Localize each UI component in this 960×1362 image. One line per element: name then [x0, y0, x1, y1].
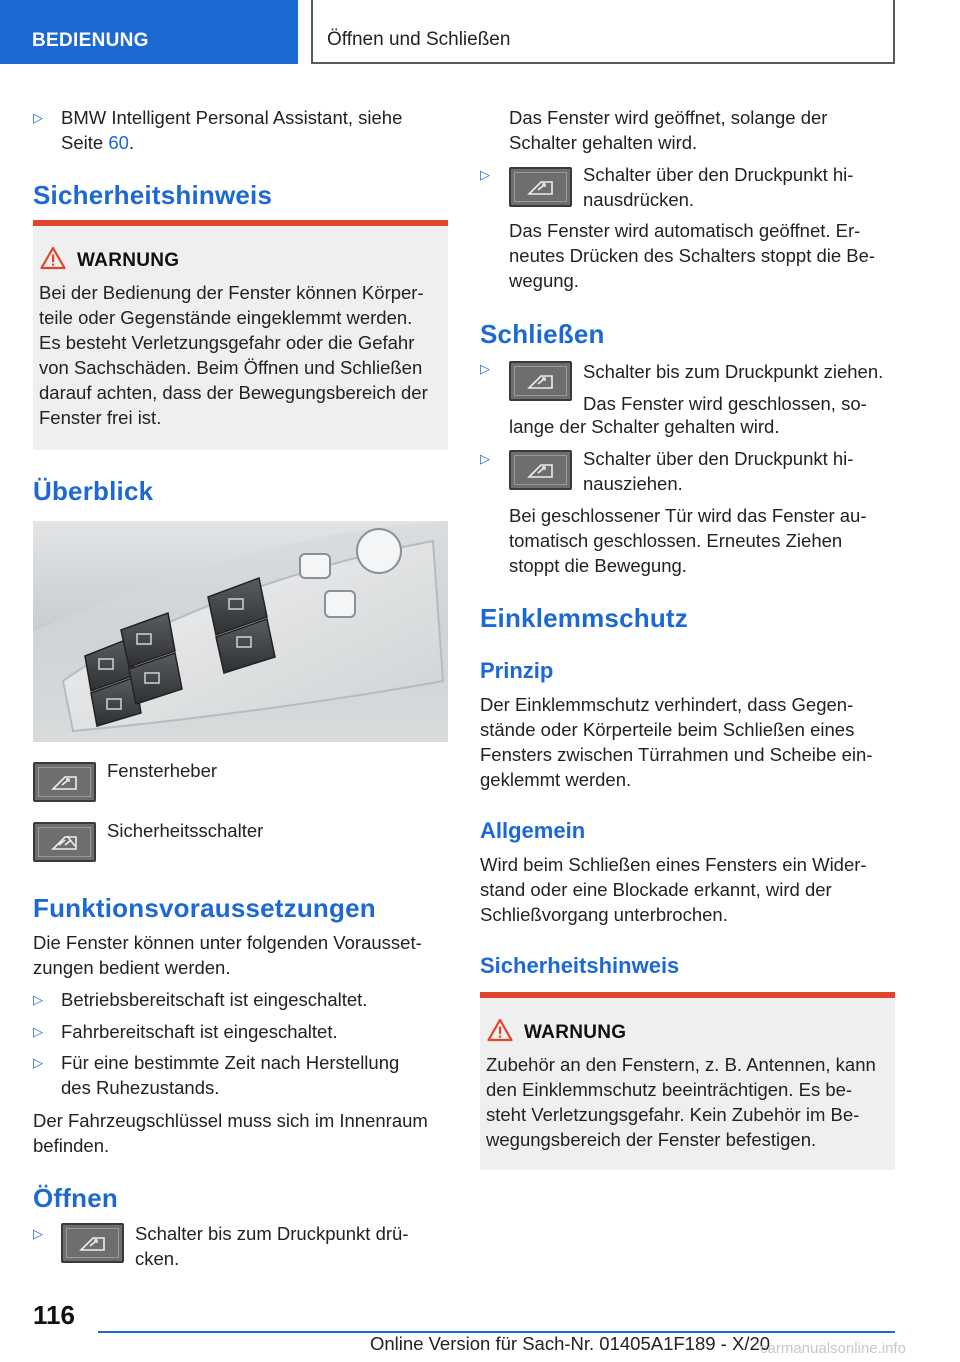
window-switch-icon [61, 1223, 124, 1263]
paragraph-line: Schalter gehalten wird. [509, 132, 698, 153]
prinzip-text [480, 692, 895, 792]
legend-sicherheitsschalter: Sicherheitsschalter [107, 820, 264, 841]
bullet-oeffnen-druckpunkt [135, 1221, 435, 1271]
paragraph-line: befinden. [33, 1135, 110, 1156]
warning-line: steht Verletzungsgefahr. Kein Zubehör im Be- [486, 1104, 860, 1125]
warning-text [39, 280, 444, 430]
heading-schliessen: Schließen [480, 319, 605, 349]
warning-line: Es besteht Verletzungsgefahr oder die Gefahr [39, 332, 415, 353]
paragraph-line: Der Fahrzeugschlüssel muss sich im Innenraum [33, 1110, 428, 1131]
window-switch-photo [33, 521, 448, 742]
watermark: carmanualsonline.info [760, 1340, 906, 1357]
warning-title: WARNUNG [77, 250, 180, 271]
window-switch-icon [509, 167, 572, 207]
bullet-marker-icon: ▷ [33, 1226, 43, 1241]
bullet-ruhezustand [61, 1050, 441, 1100]
bullet-text: des Ruhezustands. [61, 1077, 220, 1098]
heading-oeffnen: Öffnen [33, 1183, 118, 1213]
section-tab [0, 0, 298, 64]
window-switch-icon [33, 762, 96, 802]
oeffnen-auto-text [509, 218, 895, 293]
paragraph-line: geklemmt werden. [480, 769, 632, 790]
footer-text: Online Version für Sach-Nr. 01405A1F189 - X/20 [370, 1333, 771, 1354]
paragraph-line: stand oder eine Blockade erkannt, wird der [480, 879, 832, 900]
paragraph-line: stände oder Körperteile beim Schließen eines [480, 719, 855, 740]
bullet-marker-icon: ▷ [480, 361, 490, 376]
warning-line: teile oder Gegenstände eingeklemmt werden. [39, 307, 413, 328]
bullet-marker-icon: ▷ [33, 1024, 43, 1039]
warning-box [480, 992, 895, 1170]
window-switch-icon [509, 450, 572, 490]
paragraph-line: Die Fenster können unter folgenden Vorausset- [33, 932, 422, 953]
heading-sicherheitshinweis: Sicherheitshinweis [33, 180, 273, 210]
bullet-assistant [61, 105, 441, 155]
heading-einklemmschutz: Einklemmschutz [480, 603, 688, 633]
warning-line: Bei der Bedienung der Fenster können Körper- [39, 282, 424, 303]
warning-line: den Einklemmschutz beeinträchtigen. Es be- [486, 1079, 853, 1100]
bullet-text: nausziehen. [583, 473, 683, 494]
safety-switch-icon [33, 822, 96, 862]
bullet-text: Für eine bestimmte Zeit nach Herstellung [61, 1052, 400, 1073]
warning-box [33, 220, 448, 450]
bullet-schliessen-druckpunkt [583, 356, 895, 420]
key-note [33, 1108, 448, 1158]
bullet-text: Das Fenster wird geschlossen, so- [583, 393, 867, 414]
chapter-title: Öffnen und Schließen [327, 29, 511, 50]
paragraph-line: Bei geschlossener Tür wird das Fenster au- [509, 505, 867, 526]
bullet-marker-icon: ▷ [33, 992, 43, 1007]
warning-triangle-icon [487, 1018, 513, 1042]
warning-triangle-icon [40, 246, 66, 270]
paragraph-line: stoppt die Bewegung. [509, 555, 687, 576]
bullet-text: Schalter über den Druckpunkt hi- [583, 448, 854, 469]
paragraph-line: zungen bedient werden. [33, 957, 231, 978]
bullet-text-prefix: Seite [61, 132, 109, 153]
allgemein-text [480, 852, 895, 927]
bullet-marker-icon: ▷ [480, 451, 490, 466]
paragraph-line: Der Einklemmschutz verhindert, dass Gegen- [480, 694, 854, 715]
bullet-text: Schalter bis zum Druckpunkt ziehen. [583, 361, 884, 382]
bullet-text: cken. [135, 1248, 180, 1269]
bullet-text [61, 130, 441, 155]
funktion-intro [33, 930, 448, 980]
warning-line: von Sachschäden. Beim Öffnen und Schließen [39, 357, 423, 378]
bullet-marker-icon: ▷ [480, 167, 490, 182]
warning-title: WARNUNG [524, 1022, 627, 1043]
paragraph-line: Das Fenster wird geöffnet, solange der [509, 107, 828, 128]
bullet-marker-icon: ▷ [33, 1055, 43, 1070]
heading-prinzip: Prinzip [480, 658, 554, 683]
paragraph-line: Schließvorgang unterbrochen. [480, 904, 728, 925]
heading-ueberblick: Überblick [33, 476, 154, 506]
page-link[interactable]: 60 [108, 132, 129, 153]
oeffnen-continuation [509, 105, 895, 155]
paragraph-line: tomatisch geschlossen. Erneutes Ziehen [509, 530, 843, 551]
window-switch-icon [509, 361, 572, 401]
bullet-fahrbereitschaft: Fahrbereitschaft ist eingeschaltet. [61, 1021, 338, 1042]
heading-allgemein: Allgemein [480, 818, 586, 843]
bullet-marker-icon: ▷ [33, 110, 43, 125]
paragraph-line: Das Fenster wird automatisch geöffnet. Er- [509, 220, 861, 241]
bullet-oeffnen-auto [583, 162, 895, 212]
heading-funktionsvoraussetzungen: Funktionsvoraussetzungen [33, 893, 376, 923]
paragraph-line: Wird beim Schließen eines Fensters ein Wider- [480, 854, 867, 875]
bullet-text: Schalter über den Druckpunkt hi- [583, 164, 854, 185]
heading-sicherheitshinweis-2: Sicherheitshinweis [480, 953, 680, 978]
bullet-schliessen-auto [583, 446, 895, 496]
warning-line: darauf achten, dass der Bewegungsbereich der [39, 382, 428, 403]
warning-line: Fenster frei ist. [39, 407, 162, 428]
paragraph-line: Fensters zwischen Türrahmen und Scheibe ein- [480, 744, 873, 765]
legend-fensterheber: Fensterheber [107, 760, 218, 781]
paragraph-line: neutes Drücken des Schalters stoppt die Be- [509, 245, 876, 266]
bullet-betriebsbereitschaft: Betriebsbereitschaft ist eingeschaltet. [61, 989, 368, 1010]
schliessen-text: lange der Schalter gehalten wird. [509, 416, 780, 437]
bullet-text: nausdrücken. [583, 189, 695, 210]
bullet-text-suffix: . [128, 132, 135, 153]
paragraph-line: wegung. [509, 270, 579, 291]
section-label: BEDIENUNG [32, 30, 149, 51]
schliessen-auto-text [509, 503, 895, 578]
bullet-text: Schalter bis zum Druckpunkt drü- [135, 1223, 409, 1244]
page-number: 116 [33, 1300, 75, 1330]
warning-line: wegungsbereich der Fenster befestigen. [486, 1129, 817, 1150]
warning-text [486, 1052, 891, 1152]
bullet-text: BMW Intelligent Personal Assistant, siehe [61, 107, 403, 128]
chapter-header [311, 0, 895, 64]
warning-line: Zubehör an den Fenstern, z. B. Antennen, kann [486, 1054, 876, 1075]
